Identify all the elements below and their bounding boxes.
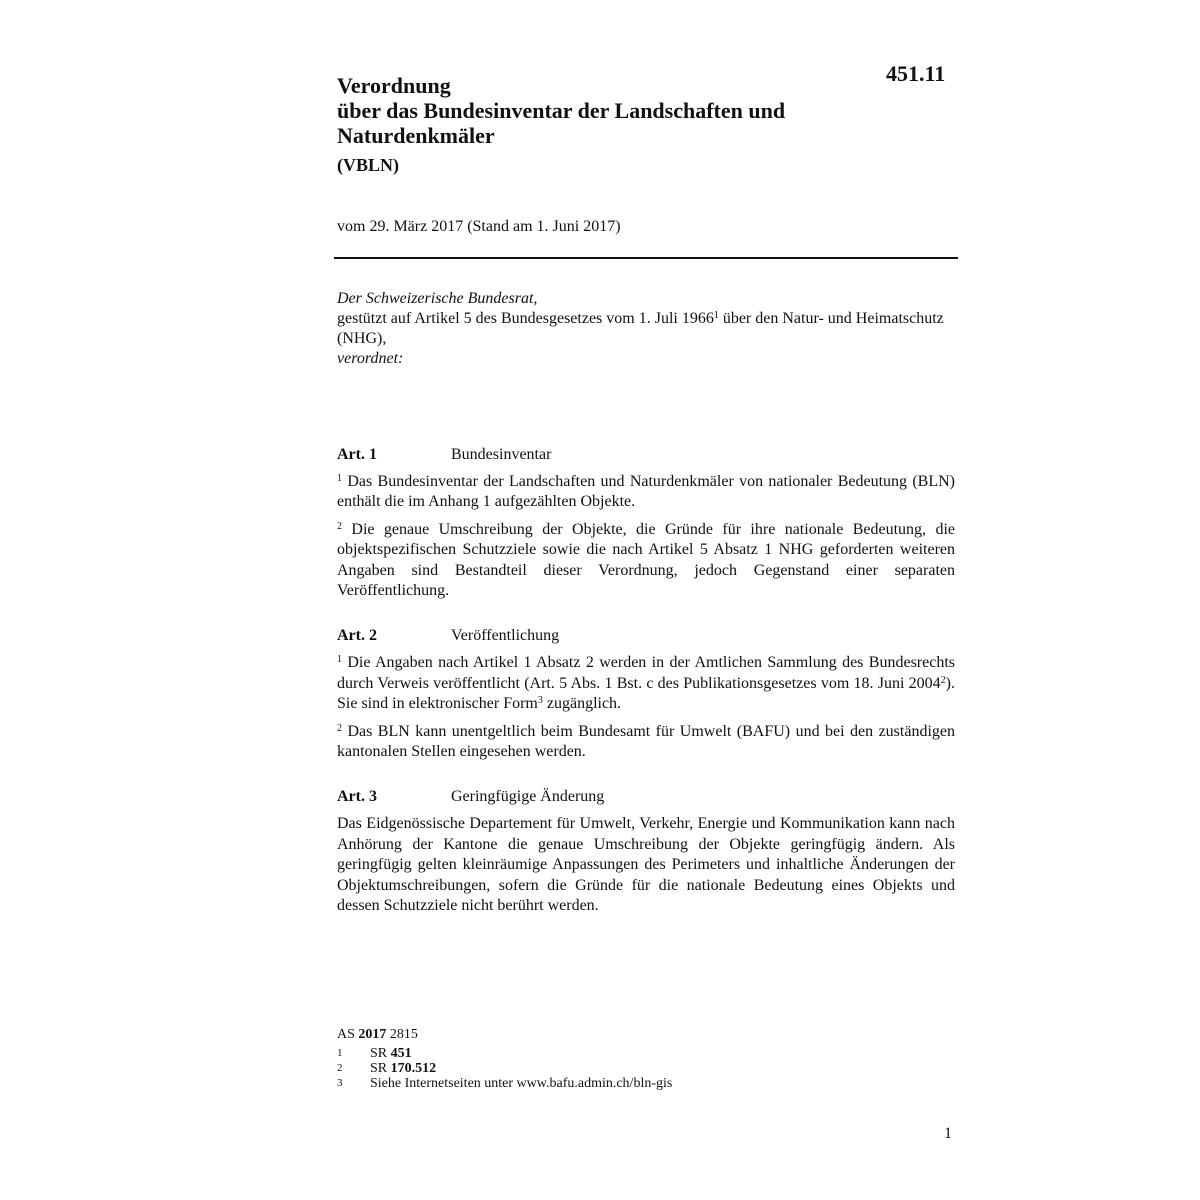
as-prefix: AS [337,1027,359,1042]
footnote-link-text[interactable]: Siehe Internetseiten unter www.bafu.admin.ch/bln-gis [370,1076,673,1091]
paragraph-text: Das Bundesinventar der Landschaften und Naturdenkmäler von nationaler Bedeutung (BLN) enthält die im Anhang 1 aufgezählten Objekte. [337,473,955,511]
article-number: Art. 2 [337,627,377,645]
title-line: über das Bundesinventar der Landschaften und [337,98,786,123]
article-paragraph [337,722,955,763]
article-paragraph [337,653,955,714]
footnote-prefix: SR [370,1046,391,1061]
as-page: 2815 [386,1027,418,1042]
article-paragraph [337,520,955,602]
article-heading [337,787,955,807]
article-heading [337,626,955,646]
footnote-text [370,1046,412,1061]
sr-number: 451.11 [886,61,946,86]
paragraph-text: ). Sie sind in elektronischer Form [337,674,955,713]
article-3 [337,787,955,916]
document-abbreviation: (VBLN) [337,155,399,175]
page-number: 1 [944,1125,952,1142]
title-line: Naturdenkmäler [337,123,495,148]
article-1 [337,445,955,601]
footnote-ref[interactable]: 2 [940,674,946,686]
header-rule [334,257,958,259]
footnote-item [337,1061,937,1076]
paragraph-text: Die genaue Umschreibung der Objekte, die Gründe für ihre nationale Bedeutung, die objektspezifischen Schutzziele sowie die nach Artikel 5 Absatz 1 NHG geforderten weiteren Angaben sind Bestandteil dieser Verordnung, jedoch Gegenstand einer separaten Veröffentlichung. [337,520,955,600]
article-title: Bundesinventar [451,446,552,463]
paragraph-number: 1 [337,654,342,666]
footnote-item [337,1046,937,1061]
footnote-mark: 2 [337,1062,343,1074]
footnote-prefix: SR [370,1061,391,1076]
footnote-mark: 3 [337,1077,343,1089]
paragraph-text: Die Angaben nach Artikel 1 Absatz 2 werden in der Amtlichen Sammlung des Bundesrechts durch Verweis veröffentlicht (Art. 5 Abs. 1 Bst. c des Publikationsgesetzes vom 18. Juni 2004 [337,654,955,692]
basis-text: über den Natur- und Heimatschutz (NHG), [337,310,944,347]
paragraph-number: 2 [337,722,342,734]
article-title: Veröffentlichung [451,627,560,645]
document-title [337,73,897,148]
article-paragraph: Das Eidgenössische Departement für Umwelt, Verkehr, Energie und Kommunikation kann nach Anhörung der Kantone die genaue Umschreibung der Objekte geringfügig ändern. Als geringfügig gelten kleinräumige Anpassungen des Perimeters und inhaltliche Änderungen der Objektumschreibungen, sofern die Gründe für die nationale Bedeutung eines Objekts und dessen Schutzziele nicht berührt werden. [337,815,955,915]
footnote-item [337,1076,937,1091]
articles [337,445,955,942]
article-number: Art. 3 [337,788,377,806]
preamble-decree: verordnet: [337,350,404,367]
preamble-issuer: Der Schweizerische Bundesrat, [337,290,538,307]
basis-text: gestützt auf Artikel 5 des Bundesgesetzes vom 1. Juli 1966 [337,310,714,327]
footnote-bold: 170.512 [390,1061,437,1076]
preamble [337,289,957,369]
paragraph-number: 1 [337,473,342,484]
paragraph-text: zugänglich. [542,695,622,713]
paragraph-text: Das BLN kann unentgeltlich beim Bundesamt für Umwelt (BAFU) und bei den zuständigen kantonalen Stellen eingesehen werden. [337,722,955,761]
footnote-bold: 451 [390,1046,412,1061]
footnote-text [370,1061,436,1076]
preamble-basis [337,309,957,349]
date-line: vom 29. März 2017 (Stand am 1. Juni 2017) [337,218,621,235]
as-reference [337,1027,937,1043]
article-heading [337,445,955,465]
footnote-text [370,1076,672,1091]
title-line: Verordnung [337,73,451,98]
article-number: Art. 1 [337,446,377,463]
as-year: 2017 [358,1027,387,1042]
footnote-ref[interactable]: 3 [537,695,543,707]
paragraph-number: 2 [337,520,342,532]
article-paragraph [337,472,955,513]
article-2 [337,626,955,762]
article-title: Geringfügige Änderung [451,788,605,806]
footnotes [337,1027,937,1091]
footnote-ref[interactable]: 1 [713,310,719,321]
footnote-mark: 1 [337,1047,343,1059]
